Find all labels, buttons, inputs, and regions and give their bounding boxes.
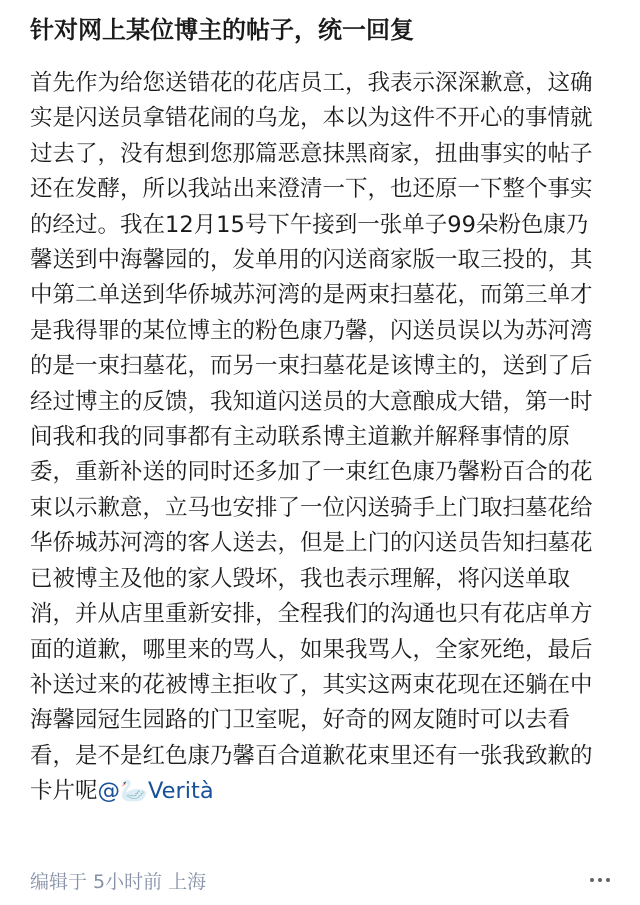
post-footer (30, 866, 610, 894)
post-location: 上海 (168, 870, 207, 893)
user-mention-link[interactable]: @🦢Verità (97, 778, 214, 805)
post-body-text: 首先作为给您送错花的花店员工，我表示深深歉意，这确实是闪送员拿错花闹的乌龙，本以为这件不开心的事情就过去了，没有想到您那篇恶意抹黑商家，扭曲事实的帖子还在发酵，所以我站出来澄清一下，也还原一下整个事实的经过。我在12月15号下午接到一张单子99朵粉色康乃馨送到中海馨园的，发单用的闪送商家版一取三投的，其中第二单送到华侨城苏河湾的是两束扫墓花，而第三单才是我得罪的某位博主的粉色康乃馨，闪送员误以为苏河湾的是一束扫墓花，而另一束扫墓花是该博主的，送到了后经过博主的反馈，我知道闪送员的大意酿成大错，第一时间我和我的同事都有主动联系博主道歉并解释事情的原委，重新补送的同时还多加了一束红色康乃馨粉百合的花束以示歉意，立马也安排了一位闪送骑手上门取扫墓花给华侨城苏河湾的客人送去，但是上门的闪送员告知扫墓花已被博主及他的家人毁坏，我也表示理解，将闪送单取消，并从店里重新安排，全程我们的沟通也只有花店单方面的道歉，哪里来的骂人，如果我骂人，全家死绝，最后补送过来的花被博主拒收了，其实这两束花现在还躺在中海馨园冠生园路的门卫室呢，好奇的网友随时可以去看看，是不是红色康乃馨百合道歉花束里还有一张我致歉的卡片呢 (30, 70, 593, 805)
edited-time: 5小时前 (93, 870, 163, 893)
post-meta (30, 867, 212, 894)
post-body (30, 66, 610, 810)
edited-label: 编辑于 (30, 870, 88, 893)
post-title: 针对网上某位博主的帖子，统一回复 (30, 16, 414, 44)
ellipsis-icon[interactable] (590, 872, 610, 888)
